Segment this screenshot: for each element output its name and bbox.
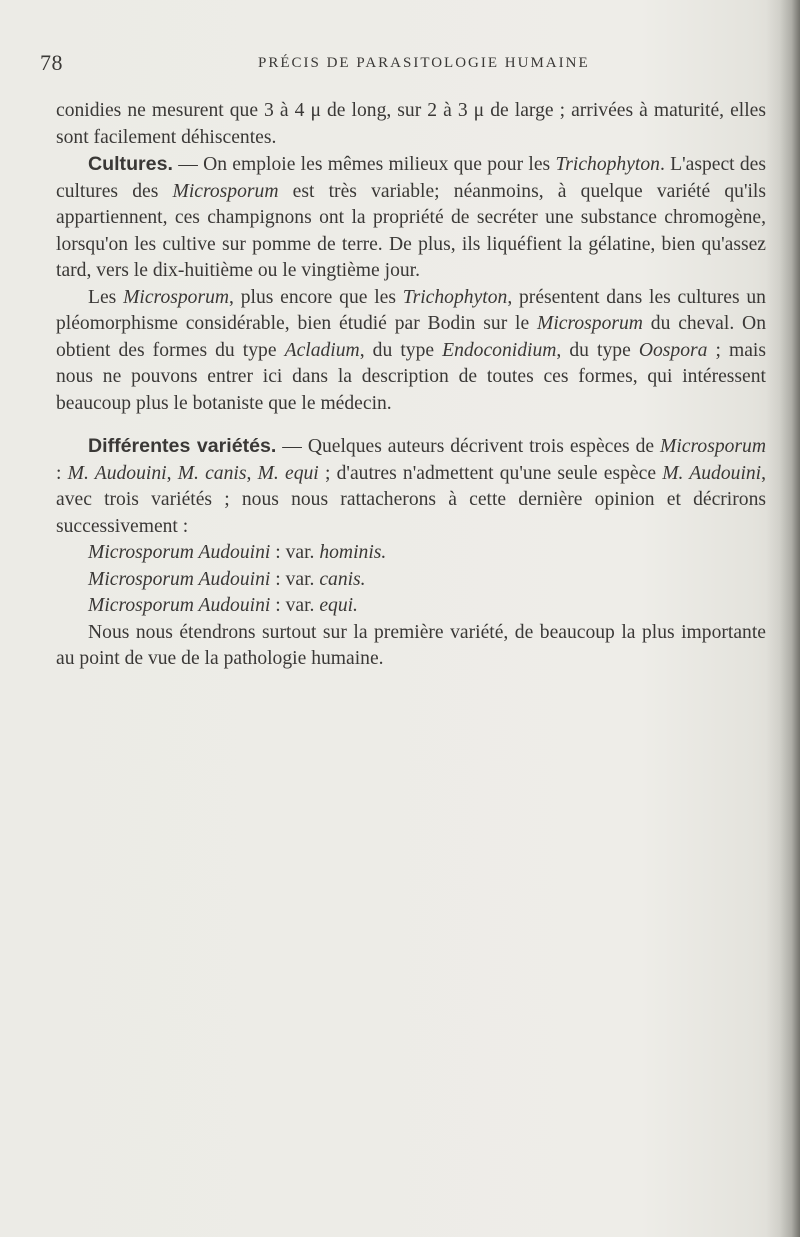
body-text <box>56 98 766 673</box>
paragraph-gap <box>56 417 766 433</box>
taxon-name: Microsporum <box>537 313 643 334</box>
taxon-name: Oospora <box>638 339 708 361</box>
taxon-name: Microsporum <box>660 436 766 457</box>
taxon-name: Microsporum <box>123 286 230 308</box>
cultures-heading: Cultures. <box>88 153 173 175</box>
taxon-name: M. equi <box>257 462 319 484</box>
varieties-heading: Différentes variétés. <box>88 435 277 457</box>
text-run: , du type <box>556 339 639 361</box>
text-run: du cheval. On obtient des formes du type <box>56 313 766 361</box>
taxon-name: Acladium <box>284 339 360 361</box>
intro-paragraph: conidies ne mesurent que 3 à 4 μ de long, sur 2 à 3 μ de large ; arrivées à maturité, elles sont facilement déhiscentes. <box>56 100 766 148</box>
variety-item <box>56 567 766 594</box>
taxon-name: M. canis <box>177 462 247 484</box>
variety-item <box>56 540 766 567</box>
variety-species: Microsporum Audouini <box>88 542 271 563</box>
text-run: . L'aspect des cultures des <box>56 154 766 202</box>
taxon-name: Trichophyton <box>402 286 508 308</box>
text-run: , <box>166 462 178 484</box>
variety-item <box>56 593 766 620</box>
running-head: PRÉCIS DE PARASITOLOGIE HUMAINE <box>258 55 590 71</box>
closing-paragraph: Nous nous étendrons surtout sur la première variété, de beaucoup la plus importante au point de vue de la pathologie humaine. <box>56 621 766 669</box>
taxon-name: M. Audouini <box>662 462 762 484</box>
text-run: , présentent dans les cultures un pléomorphisme considérable, bien étudié par Bodin sur le <box>56 286 766 334</box>
variety-name: equi. <box>319 595 358 616</box>
text-run: ; mais nous ne pouvons entrer ici dans la description de toutes ces formes, qui intéressent beaucoup plus le botaniste que le médecin. <box>56 339 767 414</box>
text-run: — On emploie les mêmes milieux que pour les <box>172 154 556 175</box>
text-run: — Quelques auteurs décrivent trois espèces de <box>276 436 661 457</box>
text-run: , <box>246 462 258 484</box>
taxon-name: Microsporum <box>172 180 279 202</box>
text-run: , plus encore que les <box>229 286 403 308</box>
cultures-paragraph <box>56 151 766 285</box>
page-edge-shadow <box>766 0 800 1237</box>
text-run: , du type <box>359 339 443 361</box>
variety-separator: : var. <box>270 595 320 616</box>
pleomorphism-paragraph <box>56 285 766 418</box>
taxon-name: Trichophyton <box>555 154 660 175</box>
text-run: Les <box>88 286 124 308</box>
variety-species: Microsporum Audouini <box>88 568 271 590</box>
variety-name: canis. <box>319 568 366 590</box>
page-number: 78 <box>40 50 63 75</box>
variety-name: hominis. <box>319 542 387 563</box>
varieties-paragraph <box>56 433 766 540</box>
text-run: est très variable; néanmoins, à quelque variété qu'ils appartiennent, ces champignons ont la propriété de secréter une substance chromogène, lorsqu'on les cultive sur pomme de terre. De plus, ils liquéfient la gélatine, bien qu'assez tard, vers le dix-huitième ou le vingtième jour. <box>56 180 766 281</box>
taxon-name: Endoconidium <box>442 339 557 361</box>
variety-separator: : var. <box>270 542 320 563</box>
taxon-name: M. Audouini <box>67 462 167 484</box>
text-run: : <box>56 462 68 484</box>
text-run: ; d'autres n'admettent qu'une seule espèce <box>318 462 663 484</box>
text-run: , avec trois variétés ; nous nous rattacherons à cette dernière opinion et décrirons successivement : <box>56 462 767 537</box>
variety-separator: : var. <box>270 568 320 590</box>
variety-species: Microsporum Audouini <box>88 595 271 616</box>
